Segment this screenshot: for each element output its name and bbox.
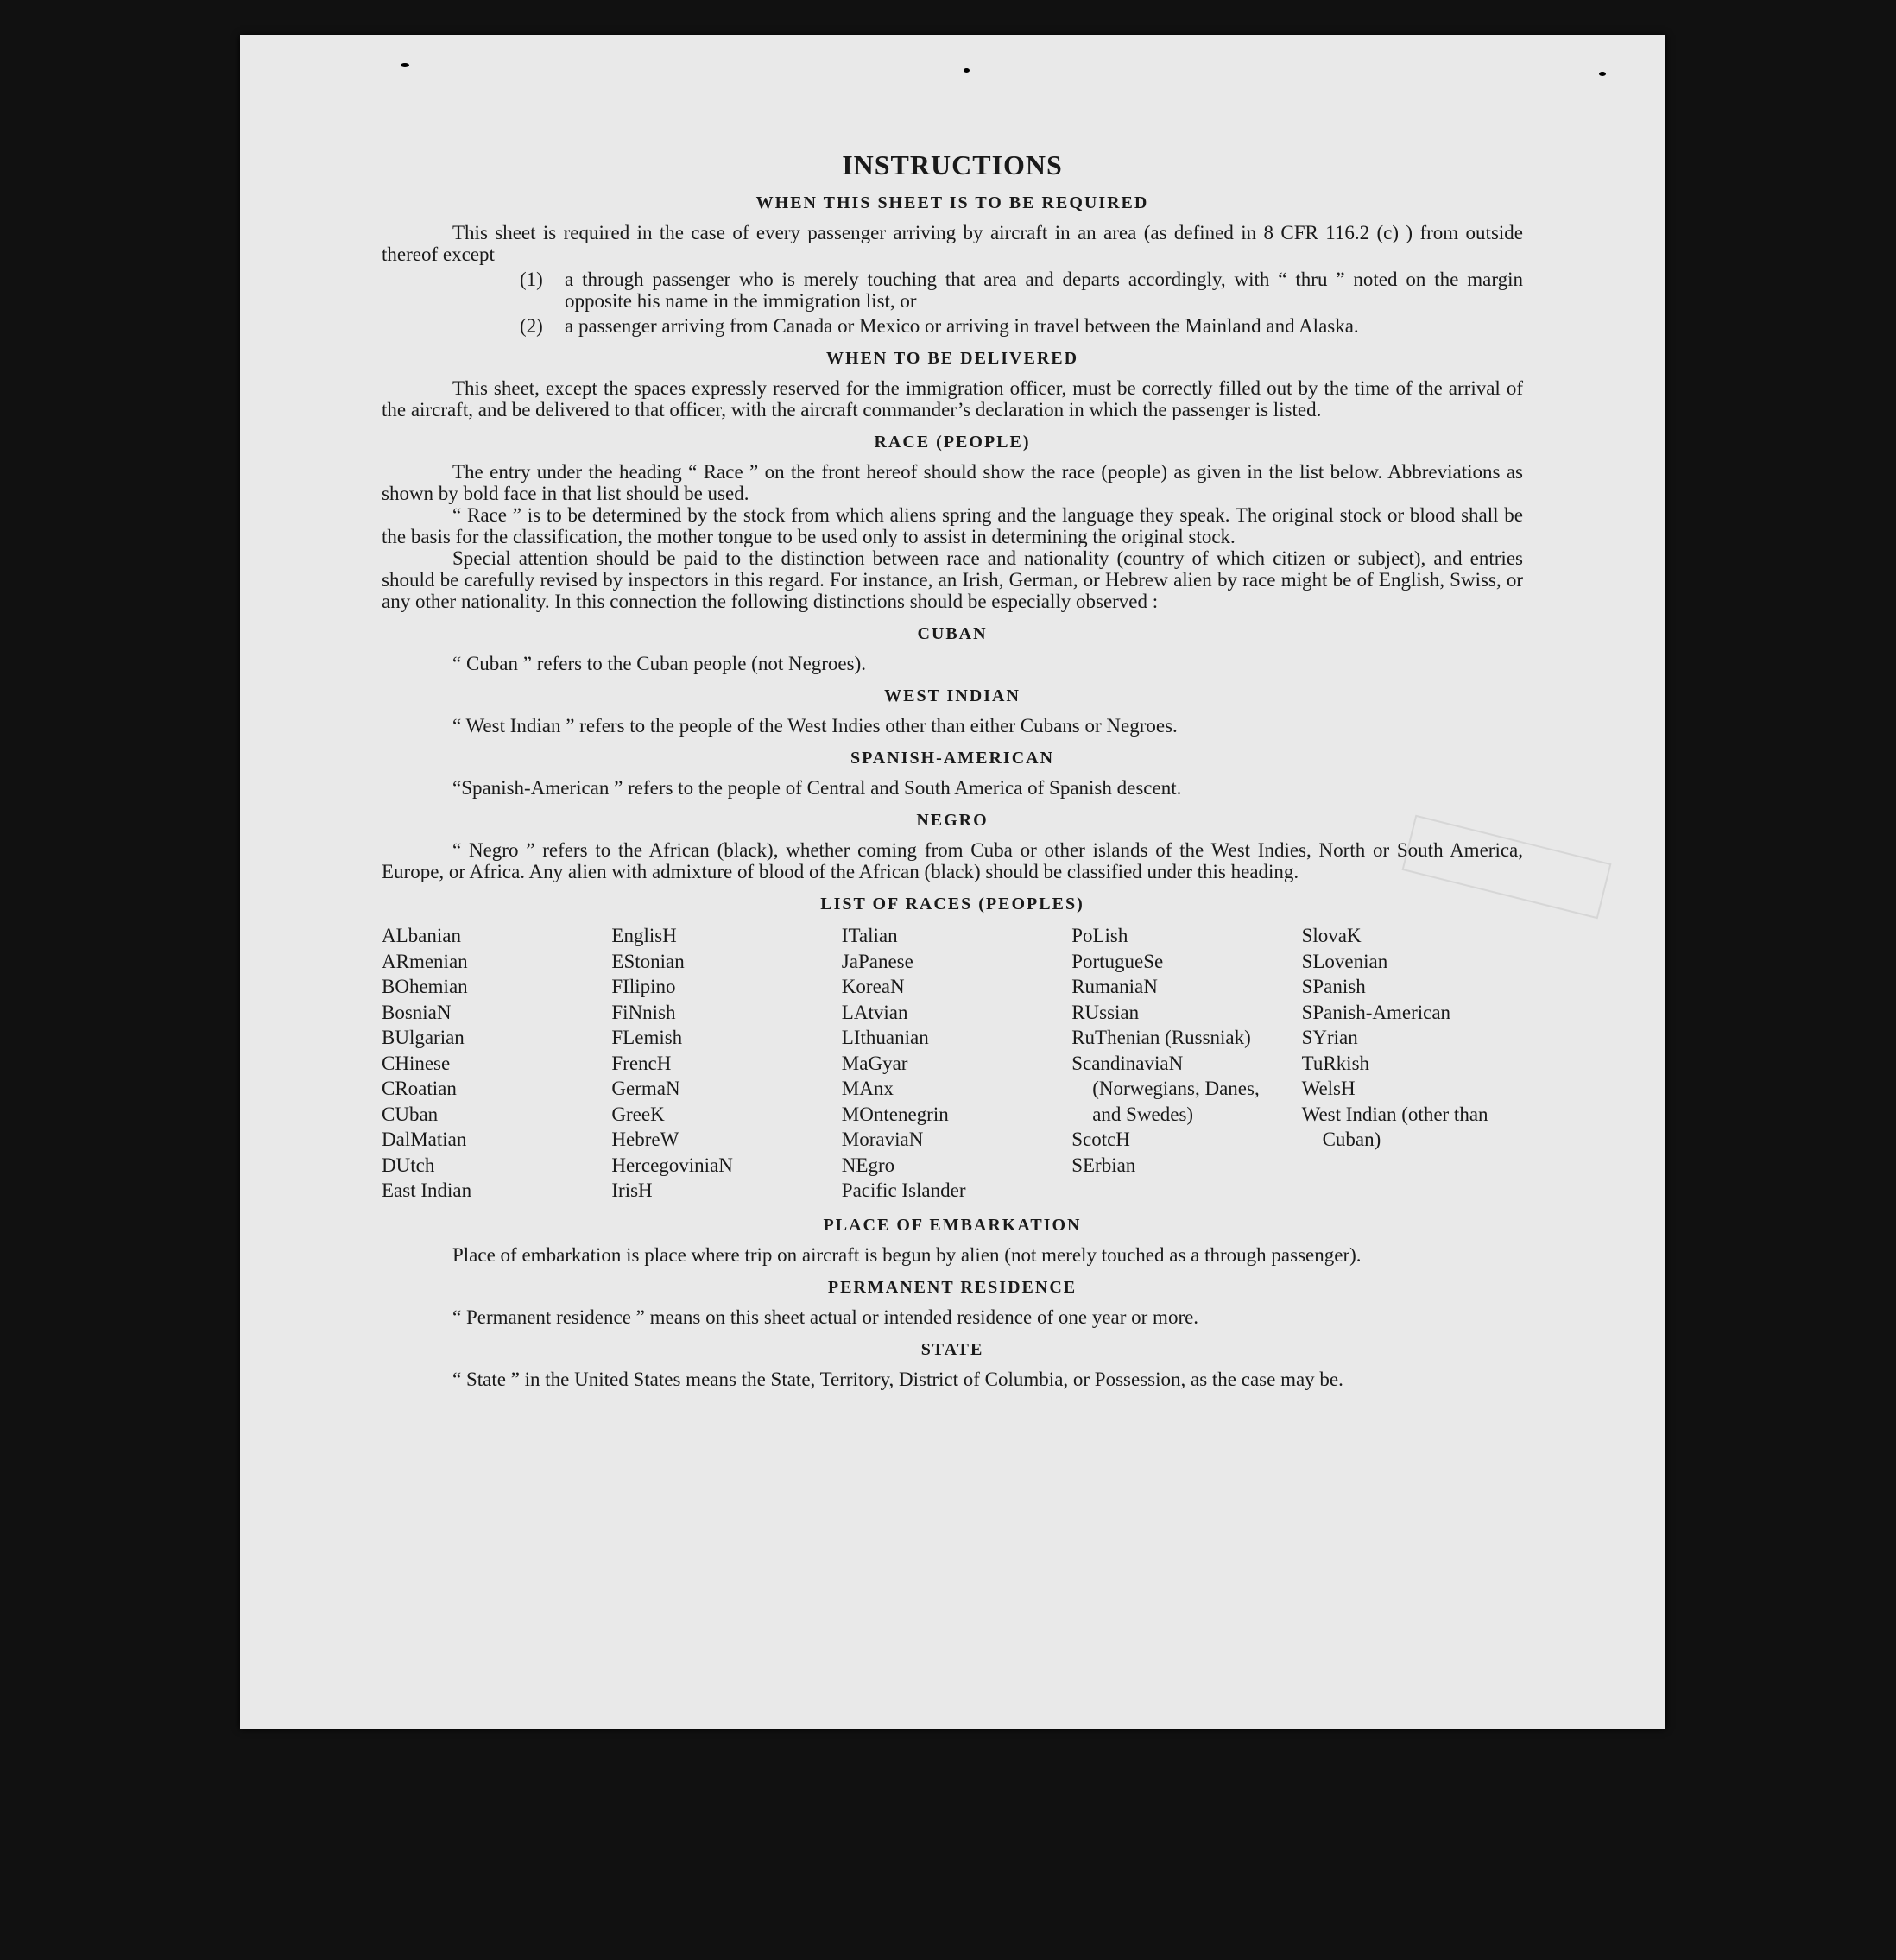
race-paragraph-2: “ Race ” is to be determined by the stock from which aliens spring and the language they speak. The original stock or blood shall be the basis for the classification, the mother tongue to be used only to assist in determining the original stock.: [382, 504, 1523, 547]
races-column: [1071, 923, 1292, 1204]
item-text: a through passenger who is merely touching that area and departs accordingly, with “ thru ” noted on the margin opposite his name in the immigration list, or: [565, 269, 1523, 312]
race-entry: EnglisH: [611, 925, 677, 946]
state-text: “ State ” in the United States means the State, Territory, District of Columbia, or Possession, as the case may be.: [452, 1368, 1343, 1390]
race-entry: SlovaK: [1301, 925, 1362, 946]
heading-state: STATE: [920, 1339, 984, 1359]
race-paragraph-1: The entry under the heading “ Race ” on the front hereof should show the race (people) as given in the list below. Abbreviations as shown by bold face in that list should be used.: [382, 461, 1523, 504]
item-number: (2): [520, 315, 543, 337]
scan-speck: [401, 63, 409, 67]
race-entry: ARmenian: [382, 950, 468, 972]
race-entry: SLovenian: [1301, 950, 1388, 972]
race-entry: GermaN: [611, 1078, 680, 1099]
race-entry: GreeK: [611, 1103, 665, 1125]
race-entry: JaPanese: [841, 950, 913, 972]
race-entry: CHinese: [382, 1052, 451, 1074]
negro-text: “ Negro ” refers to the African (black), whether coming from Cuba or other islands of the West Indies, North or South America, Europe, or Africa. Any alien with admixture of blood of the African (black) should be classified under this heading.: [382, 839, 1523, 882]
heading-spanish-american: SPANISH-AMERICAN: [850, 749, 1055, 768]
race-entry: DalMatian: [382, 1129, 467, 1150]
race-entry: FiNnish: [611, 1001, 676, 1023]
race-entry: FIlipino: [611, 976, 676, 997]
race-entry: ScandinaviaN (Norwegians, Danes, and Swedes): [1071, 1052, 1260, 1125]
races-column: [1302, 923, 1523, 1204]
heading-delivered: WHEN TO BE DELIVERED: [825, 349, 1079, 368]
race-entry: BOhemian: [382, 976, 468, 997]
races-list: [382, 923, 1523, 1204]
scan-speck: [964, 68, 970, 73]
race-entry: East Indian: [382, 1179, 472, 1201]
residence-text: “ Permanent residence ” means on this sheet actual or intended residence of one year or more.: [452, 1306, 1199, 1328]
races-column: [382, 923, 603, 1204]
required-intro: This sheet is required in the case of every passenger arriving by aircraft in an area (as defined in 8 CFR 116.2 (c) ) from outside thereof except: [382, 222, 1523, 265]
race-entry: PortugueSe: [1071, 950, 1164, 972]
required-item: [520, 315, 1523, 337]
race-paragraph-3: Special attention should be paid to the distinction between race and nationality (country of which citizen or subject), and entries should be carefully revised by inspectors in this regard. For instance, an Irish, German, or Hebrew alien by race might be of English, Swiss, or any other nationality. In this connection the following distinctions should be especially observed :: [382, 547, 1523, 612]
race-entry: FrencH: [611, 1052, 672, 1074]
race-entry: NEgro: [841, 1154, 895, 1176]
race-entry: LAtvian: [841, 1001, 908, 1023]
embarkation-text: Place of embarkation is place where trip on aircraft is begun by alien (not merely touched as a through passenger).: [452, 1243, 1362, 1266]
race-entry: ITalian: [841, 925, 898, 946]
race-entry: IrisH: [611, 1179, 653, 1201]
race-entry: MOntenegrin: [841, 1103, 949, 1125]
race-entry: SPanish-American: [1301, 1001, 1451, 1023]
race-entry: SYrian: [1301, 1027, 1358, 1048]
race-entry: RuThenian (Russniak): [1071, 1027, 1251, 1048]
race-entry: MaGyar: [841, 1052, 908, 1074]
page-title: INSTRUCTIONS: [842, 149, 1063, 180]
document-page: [240, 35, 1665, 1729]
west-indian-text: “ West Indian ” refers to the people of the West Indies other than either Cubans or Negroes.: [452, 715, 1178, 737]
item-text: a passenger arriving from Canada or Mexico or arriving in travel between the Mainland and Alaska.: [565, 315, 1359, 337]
race-entry: BUlgarian: [382, 1027, 465, 1048]
race-entry: PoLish: [1071, 925, 1128, 946]
race-entry: MoraviaN: [841, 1129, 924, 1150]
spanish-american-text: “Spanish-American ” refers to the people of Central and South America of Spanish descent.: [452, 777, 1182, 799]
race-entry: CUban: [382, 1103, 439, 1125]
races-column: [842, 923, 1063, 1204]
race-entry: MAnx: [841, 1078, 894, 1099]
race-entry: WelsH: [1301, 1078, 1356, 1099]
heading-residence: PERMANENT RESIDENCE: [827, 1277, 1078, 1297]
race-entry: DUtch: [382, 1154, 435, 1176]
heading-west-indian: WEST INDIAN: [884, 686, 1021, 705]
heading-negro: NEGRO: [916, 811, 989, 830]
races-column: [611, 923, 832, 1204]
race-entry: HebreW: [611, 1129, 679, 1150]
race-entry: EStonian: [611, 950, 685, 972]
race-entry: ALbanian: [382, 925, 461, 946]
race-entry: BosniaN: [382, 1001, 452, 1023]
heading-embarkation: PLACE OF EMBARKATION: [823, 1215, 1082, 1235]
race-entry: KoreaN: [841, 976, 905, 997]
race-entry: RumaniaN: [1071, 976, 1158, 997]
race-entry: LIthuanian: [841, 1027, 929, 1048]
scan-speck: [1599, 72, 1606, 76]
cuban-text: “ Cuban ” refers to the Cuban people (not Negroes).: [452, 653, 867, 674]
race-entry: TuRkish: [1301, 1052, 1370, 1074]
race-entry: HercegoviniaN: [611, 1154, 733, 1176]
race-entry: Pacific Islander: [841, 1179, 966, 1201]
race-entry: FLemish: [611, 1027, 683, 1048]
item-number: (1): [520, 269, 543, 290]
race-entry: RUssian: [1071, 1001, 1140, 1023]
race-entry: ScotcH: [1071, 1129, 1130, 1150]
heading-race: RACE (PEOPLE): [874, 433, 1031, 452]
required-item: [520, 269, 1523, 312]
race-entry: SPanish: [1301, 976, 1366, 997]
race-entry: West Indian (other than Cuban): [1301, 1103, 1488, 1150]
heading-cuban: CUBAN: [917, 624, 988, 643]
race-entry: CRoatian: [382, 1078, 457, 1099]
heading-required: WHEN THIS SHEET IS TO BE REQUIRED: [755, 193, 1149, 212]
delivered-text: This sheet, except the spaces expressly reserved for the immigration officer, must be correctly filled out by the time of the arrival of the aircraft, and be delivered to that officer, with the aircraft commander’s declaration in which the passenger is listed.: [382, 377, 1523, 420]
instructions-content: [382, 149, 1523, 1390]
heading-list-of-races: LIST OF RACES (PEOPLES): [820, 895, 1084, 914]
race-entry: SErbian: [1071, 1154, 1136, 1176]
